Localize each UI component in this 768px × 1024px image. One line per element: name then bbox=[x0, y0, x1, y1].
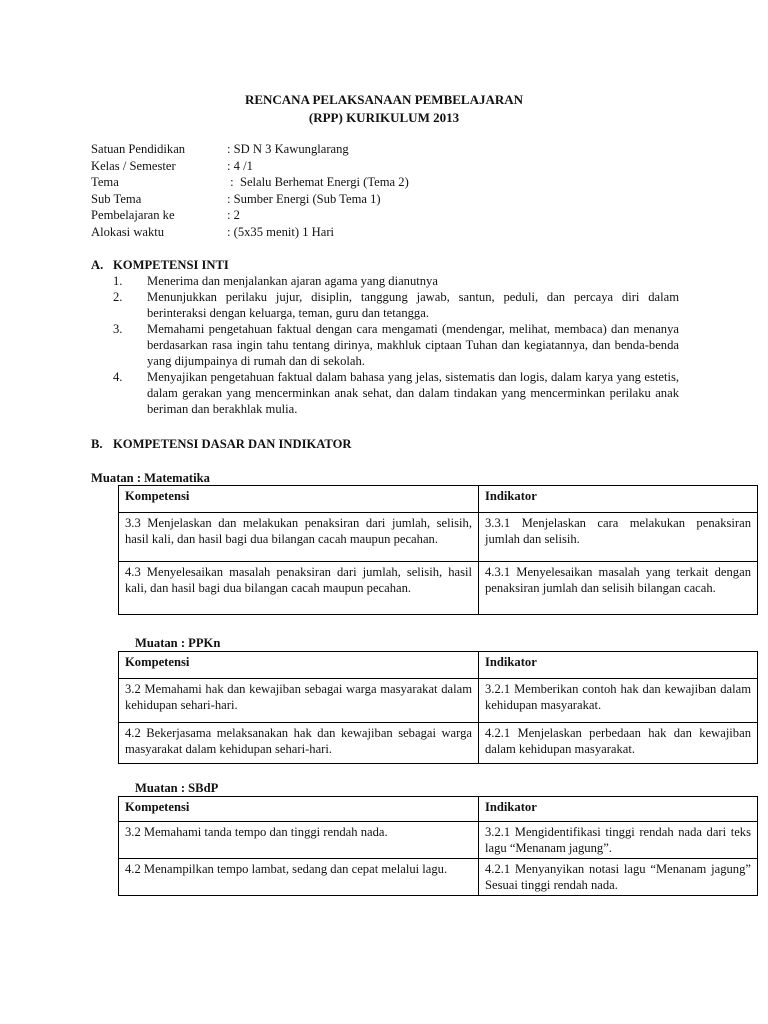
table-row bbox=[119, 513, 758, 562]
table-header-row bbox=[119, 652, 758, 679]
list-text: Memahami pengetahuan faktual dengan cara mengamati (mendengar, melihat, membaca) dan menanya berdasarkan rasa ingin tahu tentang dirinya, makhluk ciptaan Tuhan dan kegiatannya, dan benda-benda yang dijumpainya di rumah dan di sekolah. bbox=[147, 322, 679, 368]
indikator-cell: 3.3.1 Menjelaskan cara melakukan penaksiran jumlah dan selisih. bbox=[479, 513, 758, 562]
section-a-heading bbox=[91, 257, 229, 273]
info-value: : SD N 3 Kawunglarang bbox=[227, 142, 349, 156]
muatan-ppkn-label: Muatan : PPKn bbox=[135, 636, 221, 650]
list-number: 4. bbox=[113, 370, 123, 384]
table-row bbox=[119, 562, 758, 615]
table-header-row bbox=[119, 797, 758, 822]
document-title: RENCANA PELAKSANAAN PEMBELAJARAN bbox=[244, 92, 524, 107]
indikator-cell: 3.2.1 Mengidentifikasi tinggi rendah nada dari teks lagu “Menanam jagung”. bbox=[479, 822, 758, 859]
info-label: Tema bbox=[91, 175, 119, 189]
section-a-title: KOMPETENSI INTI bbox=[113, 258, 229, 272]
info-value: : Sumber Energi (Sub Tema 1) bbox=[227, 191, 381, 206]
info-label: Sub Tema bbox=[91, 191, 142, 206]
column-header-indikator: Indikator bbox=[479, 652, 758, 679]
list-item bbox=[91, 321, 679, 369]
muatan-matematika-label: Muatan : Matematika bbox=[91, 471, 210, 485]
info-value: : Selalu Berhemat Energi (Tema 2) bbox=[227, 175, 409, 189]
indikator-cell: 3.2.1 Memberikan contoh hak dan kewajiban dalam kehidupan masyarakat. bbox=[479, 679, 758, 723]
table-row bbox=[119, 723, 758, 764]
column-header-kompetensi: Kompetensi bbox=[119, 486, 479, 513]
table-row bbox=[119, 859, 758, 896]
info-value: : 2 bbox=[227, 208, 240, 222]
kompetensi-cell: 4.2 Menampilkan tempo lambat, sedang dan cepat melalui lagu. bbox=[119, 859, 479, 896]
table-header-row bbox=[119, 486, 758, 513]
table-row bbox=[119, 822, 758, 859]
kd-table-sbdp bbox=[118, 796, 758, 896]
info-label: Satuan Pendidikan bbox=[91, 142, 186, 156]
kompetensi-cell: 4.3 Menyelesaikan masalah penaksiran dari jumlah, selisih, hasil kali, dan hasil bagi dua bilangan cacah maupun pecahan. bbox=[119, 562, 479, 615]
list-number: 1. bbox=[113, 274, 123, 288]
info-value: : (5x35 menit) 1 Hari bbox=[227, 224, 335, 239]
list-text: Menyajikan pengetahuan faktual dalam bahasa yang jelas, sistematis dan logis, dalam karya yang estetis, dalam gerakan yang mencerminkan anak sehat, dan dalam tindakan yang mencerminkan perilaku anak beriman dan berakhlak mulia. bbox=[147, 370, 679, 416]
kompetensi-cell: 3.2 Memahami tanda tempo dan tinggi rendah nada. bbox=[119, 822, 479, 859]
list-text: Menerima dan menjalankan ajaran agama yang dianutnya bbox=[147, 274, 438, 288]
column-header-indikator: Indikator bbox=[479, 486, 758, 513]
kompetensi-cell: 4.2 Bekerjasama melaksanakan hak dan kewajiban sebagai warga masyarakat dalam kehidupan sehari-hari. bbox=[119, 723, 479, 764]
indikator-cell: 4.3.1 Menyelesaikan masalah yang terkait dengan penaksiran jumlah dan selisih bilangan cacah. bbox=[479, 562, 758, 615]
column-header-kompetensi: Kompetensi bbox=[119, 797, 479, 822]
kompetensi-inti-list bbox=[91, 273, 679, 417]
section-b-title: KOMPETENSI DASAR DAN INDIKATOR bbox=[113, 437, 352, 451]
table-row bbox=[119, 679, 758, 723]
kd-table-matematika bbox=[118, 485, 758, 615]
list-number: 2. bbox=[113, 290, 123, 304]
info-value: : 4 /1 bbox=[227, 158, 253, 173]
kompetensi-cell: 3.3 Menjelaskan dan melakukan penaksiran dari jumlah, selisih, hasil kali, dan hasil bagi dua bilangan cacah maupun pecahan. bbox=[119, 513, 479, 562]
list-text: Menunjukkan perilaku jujur, disiplin, tanggung jawab, santun, peduli, dan percaya diri dalam berinteraksi dengan keluarga, teman, guru dan tetangga. bbox=[147, 290, 679, 320]
info-label: Kelas / Semester bbox=[91, 158, 176, 173]
kompetensi-cell: 3.2 Memahami hak dan kewajiban sebagai warga masyarakat dalam kehidupan sehari-hari. bbox=[119, 679, 479, 723]
info-label: Pembelajaran ke bbox=[91, 208, 175, 222]
section-b-letter: B. bbox=[91, 437, 103, 451]
list-item bbox=[91, 369, 679, 417]
list-item bbox=[91, 289, 679, 321]
muatan-sbdp-label: Muatan : SBdP bbox=[135, 781, 219, 795]
section-b-heading bbox=[91, 436, 352, 452]
list-number: 3. bbox=[113, 322, 123, 336]
section-a-letter: A. bbox=[91, 258, 104, 272]
indikator-cell: 4.2.1 Menjelaskan perbedaan hak dan kewajiban dalam kehidupan masyarakat. bbox=[479, 723, 758, 764]
info-label: Alokasi waktu bbox=[91, 224, 165, 239]
column-header-kompetensi: Kompetensi bbox=[119, 652, 479, 679]
column-header-indikator: Indikator bbox=[479, 797, 758, 822]
indikator-cell: 4.2.1 Menyanyikan notasi lagu “Menanam jagung” Sesuai tinggi rendah nada. bbox=[479, 859, 758, 896]
document-subtitle: (RPP) KURIKULUM 2013 bbox=[308, 110, 460, 125]
list-item bbox=[91, 273, 679, 289]
kd-table-ppkn bbox=[118, 651, 758, 764]
